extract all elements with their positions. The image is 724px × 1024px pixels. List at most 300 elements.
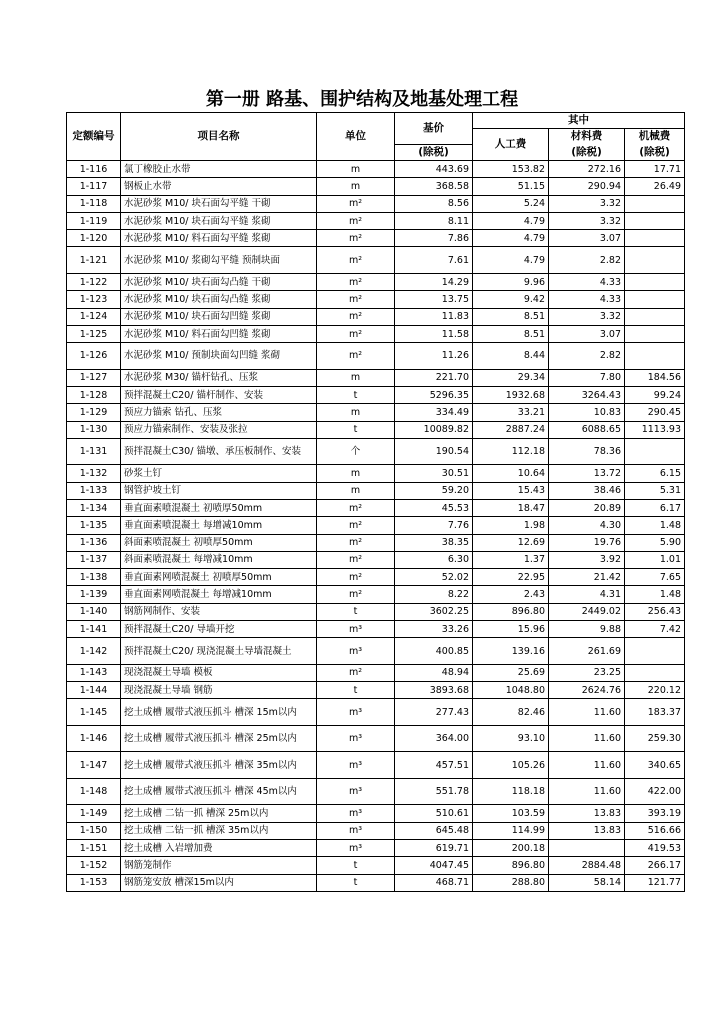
cell-name: 挖土成槽 二钻一抓 槽深 35m以内 [121, 822, 317, 839]
table-row [67, 421, 685, 438]
cell-code: 1-129 [67, 404, 121, 421]
cell-code: 1-137 [67, 551, 121, 568]
table-row [67, 161, 685, 178]
table-row [67, 805, 685, 822]
cell-unit: m [317, 161, 395, 178]
cell-labor: 200.18 [473, 840, 549, 857]
cell-base-price: 364.00 [395, 725, 473, 752]
cell-material: 11.60 [549, 778, 625, 805]
cell-labor: 896.80 [473, 857, 549, 874]
cell-material: 9.88 [549, 621, 625, 638]
cell-unit: m³ [317, 752, 395, 779]
cell-unit: m² [317, 273, 395, 290]
cell-code: 1-116 [67, 161, 121, 178]
cell-base-price: 14.29 [395, 273, 473, 290]
cell-code: 1-120 [67, 230, 121, 247]
cell-code: 1-139 [67, 586, 121, 603]
cell-code: 1-135 [67, 517, 121, 534]
cell-labor: 1048.80 [473, 682, 549, 699]
cell-base-price: 3893.68 [395, 682, 473, 699]
table-row [67, 621, 685, 638]
cell-machine [625, 230, 685, 247]
cell-base-price: 619.71 [395, 840, 473, 857]
table-row [67, 664, 685, 681]
cell-labor: 9.96 [473, 273, 549, 290]
cell-name: 预应力锚索制作、安装及张拉 [121, 421, 317, 438]
table-row [67, 499, 685, 516]
cell-name: 垂直面素喷混凝土 每增减10mm [121, 517, 317, 534]
cell-name: 挖土成槽 入岩增加费 [121, 840, 317, 857]
cell-unit: m³ [317, 840, 395, 857]
table-row [67, 874, 685, 891]
cell-code: 1-143 [67, 664, 121, 681]
cell-labor: 118.18 [473, 778, 549, 805]
cell-labor: 25.69 [473, 664, 549, 681]
cell-labor: 82.46 [473, 699, 549, 726]
cell-code: 1-147 [67, 752, 121, 779]
cell-code: 1-142 [67, 638, 121, 665]
cell-name: 预拌混凝土C20/ 导墙开挖 [121, 621, 317, 638]
table-row [67, 404, 685, 421]
cell-base-price: 468.71 [395, 874, 473, 891]
cell-material: 2.82 [549, 247, 625, 274]
table-row [67, 517, 685, 534]
cell-unit: m² [317, 586, 395, 603]
cell-name: 水泥砂浆 M10/ 料石面勾平缝 浆砌 [121, 230, 317, 247]
cell-machine: 340.65 [625, 752, 685, 779]
cell-code: 1-128 [67, 386, 121, 403]
cell-labor: 22.95 [473, 569, 549, 586]
header-labor: 人工费 [473, 129, 549, 161]
cell-code: 1-117 [67, 178, 121, 195]
cell-labor: 8.51 [473, 308, 549, 325]
table-row [67, 178, 685, 195]
cell-name: 钢管护坡土钉 [121, 482, 317, 499]
table-row [67, 725, 685, 752]
cell-material: 3.92 [549, 551, 625, 568]
cell-labor: 8.51 [473, 325, 549, 342]
table-row [67, 551, 685, 568]
cell-machine: 5.31 [625, 482, 685, 499]
cell-machine: 266.17 [625, 857, 685, 874]
table-row [67, 369, 685, 386]
cell-name: 挖土成槽 履带式液压抓斗 槽深 35m以内 [121, 752, 317, 779]
cell-material: 3.07 [549, 230, 625, 247]
cell-material: 11.60 [549, 752, 625, 779]
cell-machine: 1.01 [625, 551, 685, 568]
cell-material: 10.83 [549, 404, 625, 421]
table-row [67, 465, 685, 482]
cell-base-price: 11.83 [395, 308, 473, 325]
cell-machine: 1113.93 [625, 421, 685, 438]
cell-name: 水泥砂浆 M10/ 料石面勾凹缝 浆砌 [121, 325, 317, 342]
cell-name: 垂直面素网喷混凝土 每增减10mm [121, 586, 317, 603]
cell-code: 1-133 [67, 482, 121, 499]
cell-material: 290.94 [549, 178, 625, 195]
cell-material: 3.32 [549, 212, 625, 229]
cell-machine: 7.42 [625, 621, 685, 638]
cell-labor: 15.43 [473, 482, 549, 499]
cell-material: 3.07 [549, 325, 625, 342]
cell-labor: 105.26 [473, 752, 549, 779]
cell-material: 2449.02 [549, 603, 625, 620]
cell-unit: m [317, 482, 395, 499]
cell-unit: t [317, 421, 395, 438]
cell-base-price: 551.78 [395, 778, 473, 805]
quota-table [66, 112, 685, 892]
cell-material: 261.69 [549, 638, 625, 665]
cell-base-price: 13.75 [395, 291, 473, 308]
cell-name: 水泥砂浆 M10/ 预制块面勾凹缝 浆砌 [121, 343, 317, 370]
cell-machine: 393.19 [625, 805, 685, 822]
cell-labor: 1.37 [473, 551, 549, 568]
cell-material: 13.72 [549, 465, 625, 482]
cell-unit: m² [317, 664, 395, 681]
header-code: 定额编号 [67, 113, 121, 161]
cell-machine: 422.00 [625, 778, 685, 805]
cell-unit: m² [317, 569, 395, 586]
cell-material: 4.30 [549, 517, 625, 534]
table-row [67, 308, 685, 325]
cell-unit: m [317, 178, 395, 195]
table-row [67, 273, 685, 290]
cell-material: 272.16 [549, 161, 625, 178]
cell-unit: m³ [317, 699, 395, 726]
cell-material: 38.46 [549, 482, 625, 499]
cell-name: 水泥砂浆 M10/ 块石面勾平缝 浆砌 [121, 212, 317, 229]
cell-base-price: 45.53 [395, 499, 473, 516]
cell-name: 斜面素喷混凝土 每增减10mm [121, 551, 317, 568]
cell-machine: 220.12 [625, 682, 685, 699]
cell-unit: m² [317, 534, 395, 551]
cell-unit: m [317, 465, 395, 482]
cell-code: 1-126 [67, 343, 121, 370]
cell-name: 预拌混凝土C20/ 现浇混凝土导墙混凝土 [121, 638, 317, 665]
cell-labor: 51.15 [473, 178, 549, 195]
cell-machine: 7.65 [625, 569, 685, 586]
cell-name: 挖土成槽 履带式液压抓斗 槽深 25m以内 [121, 725, 317, 752]
cell-code: 1-152 [67, 857, 121, 874]
cell-unit: m² [317, 551, 395, 568]
cell-base-price: 30.51 [395, 465, 473, 482]
cell-labor: 10.64 [473, 465, 549, 482]
cell-machine: 1.48 [625, 586, 685, 603]
cell-code: 1-140 [67, 603, 121, 620]
cell-name: 水泥砂浆 M10/ 浆砌勾平缝 预制块面 [121, 247, 317, 274]
cell-labor: 1932.68 [473, 386, 549, 403]
cell-unit: m² [317, 343, 395, 370]
cell-unit: m [317, 404, 395, 421]
cell-labor: 112.18 [473, 438, 549, 465]
cell-code: 1-124 [67, 308, 121, 325]
cell-base-price: 190.54 [395, 438, 473, 465]
cell-name: 挖土成槽 履带式液压抓斗 槽深 15m以内 [121, 699, 317, 726]
cell-machine [625, 247, 685, 274]
table-row [67, 682, 685, 699]
table-row [67, 603, 685, 620]
cell-machine: 256.43 [625, 603, 685, 620]
cell-base-price: 8.11 [395, 212, 473, 229]
cell-code: 1-149 [67, 805, 121, 822]
cell-base-price: 38.35 [395, 534, 473, 551]
cell-name: 现浇混凝土导墙 模板 [121, 664, 317, 681]
cell-base-price: 8.56 [395, 195, 473, 212]
cell-material: 21.42 [549, 569, 625, 586]
cell-name: 挖土成槽 履带式液压抓斗 槽深 45m以内 [121, 778, 317, 805]
header-machine: 机械费 [625, 129, 685, 145]
cell-base-price: 7.61 [395, 247, 473, 274]
cell-machine [625, 664, 685, 681]
cell-machine [625, 308, 685, 325]
cell-unit: m³ [317, 778, 395, 805]
cell-base-price: 7.86 [395, 230, 473, 247]
cell-unit: m³ [317, 725, 395, 752]
cell-name: 水泥砂浆 M10/ 块石面勾平缝 干砌 [121, 195, 317, 212]
cell-unit: t [317, 603, 395, 620]
cell-labor: 5.24 [473, 195, 549, 212]
cell-unit: m² [317, 195, 395, 212]
cell-base-price: 4047.45 [395, 857, 473, 874]
cell-machine: 5.90 [625, 534, 685, 551]
cell-material: 19.76 [549, 534, 625, 551]
cell-labor: 33.21 [473, 404, 549, 421]
table-row [67, 822, 685, 839]
table-row [67, 247, 685, 274]
cell-machine: 99.24 [625, 386, 685, 403]
cell-unit: m² [317, 499, 395, 516]
cell-code: 1-150 [67, 822, 121, 839]
cell-material: 58.14 [549, 874, 625, 891]
cell-code: 1-144 [67, 682, 121, 699]
cell-labor: 18.47 [473, 499, 549, 516]
cell-material: 4.31 [549, 586, 625, 603]
cell-labor: 896.80 [473, 603, 549, 620]
cell-labor: 103.59 [473, 805, 549, 822]
cell-unit: m [317, 369, 395, 386]
cell-code: 1-132 [67, 465, 121, 482]
cell-code: 1-121 [67, 247, 121, 274]
table-row [67, 778, 685, 805]
cell-labor: 2.43 [473, 586, 549, 603]
cell-name: 挖土成槽 二钻一抓 槽深 25m以内 [121, 805, 317, 822]
cell-code: 1-122 [67, 273, 121, 290]
cell-machine: 17.71 [625, 161, 685, 178]
cell-machine: 121.77 [625, 874, 685, 891]
cell-code: 1-125 [67, 325, 121, 342]
table-row [67, 569, 685, 586]
cell-labor: 1.98 [473, 517, 549, 534]
cell-name: 钢筋笼制作 [121, 857, 317, 874]
cell-labor: 12.69 [473, 534, 549, 551]
cell-material: 3.32 [549, 308, 625, 325]
cell-base-price: 457.51 [395, 752, 473, 779]
table-header [67, 113, 685, 161]
cell-name: 水泥砂浆 M10/ 块石面勾凸缝 干砌 [121, 273, 317, 290]
cell-labor: 9.42 [473, 291, 549, 308]
cell-unit: m³ [317, 621, 395, 638]
table-row [67, 291, 685, 308]
header-base-price: 基价 [395, 113, 473, 145]
cell-machine: 26.49 [625, 178, 685, 195]
cell-code: 1-119 [67, 212, 121, 229]
cell-unit: m² [317, 230, 395, 247]
cell-material: 78.36 [549, 438, 625, 465]
table-row [67, 840, 685, 857]
cell-material: 3.32 [549, 195, 625, 212]
cell-base-price: 33.26 [395, 621, 473, 638]
cell-labor: 153.82 [473, 161, 549, 178]
cell-code: 1-146 [67, 725, 121, 752]
cell-base-price: 10089.82 [395, 421, 473, 438]
cell-material: 2624.76 [549, 682, 625, 699]
header-machine-note: (除税) [625, 145, 685, 161]
cell-material: 2884.48 [549, 857, 625, 874]
table-row [67, 857, 685, 874]
cell-name: 钢板止水带 [121, 178, 317, 195]
cell-base-price: 510.61 [395, 805, 473, 822]
cell-code: 1-136 [67, 534, 121, 551]
cell-material: 2.82 [549, 343, 625, 370]
cell-machine: 1.48 [625, 517, 685, 534]
cell-machine: 516.66 [625, 822, 685, 839]
cell-unit: m³ [317, 805, 395, 822]
cell-machine [625, 325, 685, 342]
cell-name: 水泥砂浆 M10/ 块石面勾凹缝 浆砌 [121, 308, 317, 325]
table-row [67, 325, 685, 342]
cell-material: 13.83 [549, 822, 625, 839]
cell-code: 1-148 [67, 778, 121, 805]
cell-name: 水泥砂浆 M30/ 锚杆钻孔、压浆 [121, 369, 317, 386]
cell-base-price: 443.69 [395, 161, 473, 178]
cell-base-price: 6.30 [395, 551, 473, 568]
cell-machine [625, 291, 685, 308]
cell-material: 23.25 [549, 664, 625, 681]
table-row [67, 699, 685, 726]
cell-material [549, 840, 625, 857]
cell-labor: 93.10 [473, 725, 549, 752]
table-row [67, 534, 685, 551]
cell-base-price: 7.76 [395, 517, 473, 534]
cell-unit: m² [317, 212, 395, 229]
table-body [67, 161, 685, 892]
cell-name: 砂浆土钉 [121, 465, 317, 482]
cell-name: 垂直面素喷混凝土 初喷厚50mm [121, 499, 317, 516]
cell-machine: 290.45 [625, 404, 685, 421]
cell-material: 4.33 [549, 273, 625, 290]
cell-base-price: 645.48 [395, 822, 473, 839]
table-row [67, 752, 685, 779]
cell-labor: 29.34 [473, 369, 549, 386]
cell-unit: m² [317, 291, 395, 308]
cell-labor: 2887.24 [473, 421, 549, 438]
cell-code: 1-130 [67, 421, 121, 438]
header-unit: 单位 [317, 113, 395, 161]
table-row [67, 586, 685, 603]
cell-unit: m² [317, 517, 395, 534]
cell-base-price: 11.26 [395, 343, 473, 370]
header-base-price-note: (除税) [395, 145, 473, 161]
table-row [67, 638, 685, 665]
cell-code: 1-127 [67, 369, 121, 386]
cell-unit: t [317, 386, 395, 403]
cell-unit: m² [317, 325, 395, 342]
cell-code: 1-153 [67, 874, 121, 891]
cell-material: 20.89 [549, 499, 625, 516]
cell-unit: m³ [317, 638, 395, 665]
cell-machine [625, 638, 685, 665]
cell-unit: 个 [317, 438, 395, 465]
cell-name: 斜面素喷混凝土 初喷厚50mm [121, 534, 317, 551]
cell-base-price: 3602.25 [395, 603, 473, 620]
cell-code: 1-134 [67, 499, 121, 516]
header-material: 材料费 [549, 129, 625, 145]
cell-labor: 4.79 [473, 230, 549, 247]
header-of-which: 其中 [473, 113, 685, 129]
cell-name: 钢筋笼安放 槽深15m以内 [121, 874, 317, 891]
cell-material: 3264.43 [549, 386, 625, 403]
cell-name: 现浇混凝土导墙 钢筋 [121, 682, 317, 699]
table-row [67, 212, 685, 229]
cell-base-price: 11.58 [395, 325, 473, 342]
cell-base-price: 59.20 [395, 482, 473, 499]
cell-unit: t [317, 874, 395, 891]
cell-machine: 259.30 [625, 725, 685, 752]
table-row [67, 386, 685, 403]
cell-unit: t [317, 857, 395, 874]
cell-code: 1-123 [67, 291, 121, 308]
cell-labor: 288.80 [473, 874, 549, 891]
table-row [67, 343, 685, 370]
cell-labor: 8.44 [473, 343, 549, 370]
cell-base-price: 5296.35 [395, 386, 473, 403]
cell-base-price: 8.22 [395, 586, 473, 603]
cell-name: 水泥砂浆 M10/ 块石面勾凸缝 浆砌 [121, 291, 317, 308]
cell-code: 1-151 [67, 840, 121, 857]
cell-code: 1-145 [67, 699, 121, 726]
cell-machine: 419.53 [625, 840, 685, 857]
cell-material: 11.60 [549, 699, 625, 726]
cell-material: 11.60 [549, 725, 625, 752]
cell-code: 1-141 [67, 621, 121, 638]
cell-machine: 184.56 [625, 369, 685, 386]
cell-base-price: 368.58 [395, 178, 473, 195]
cell-machine: 183.37 [625, 699, 685, 726]
cell-code: 1-138 [67, 569, 121, 586]
cell-material: 6088.65 [549, 421, 625, 438]
table-row [67, 230, 685, 247]
cell-name: 氯丁橡胶止水带 [121, 161, 317, 178]
cell-name: 预拌混凝土C20/ 锚杆制作、安装 [121, 386, 317, 403]
cell-labor: 15.96 [473, 621, 549, 638]
page-title: 第一册 路基、围护结构及地基处理工程 [205, 89, 519, 110]
header-material-note: (除税) [549, 145, 625, 161]
cell-name: 预应力锚索 钻孔、压浆 [121, 404, 317, 421]
cell-labor: 114.99 [473, 822, 549, 839]
table-row [67, 482, 685, 499]
cell-labor: 4.79 [473, 247, 549, 274]
header-name: 项目名称 [121, 113, 317, 161]
cell-machine [625, 438, 685, 465]
cell-labor: 4.79 [473, 212, 549, 229]
table-row [67, 195, 685, 212]
cell-material: 7.80 [549, 369, 625, 386]
cell-base-price: 277.43 [395, 699, 473, 726]
cell-machine [625, 195, 685, 212]
cell-name: 垂直面素网喷混凝土 初喷厚50mm [121, 569, 317, 586]
cell-name: 预拌混凝土C30/ 锚墩、承压板制作、安装 [121, 438, 317, 465]
cell-material: 4.33 [549, 291, 625, 308]
cell-material: 13.83 [549, 805, 625, 822]
